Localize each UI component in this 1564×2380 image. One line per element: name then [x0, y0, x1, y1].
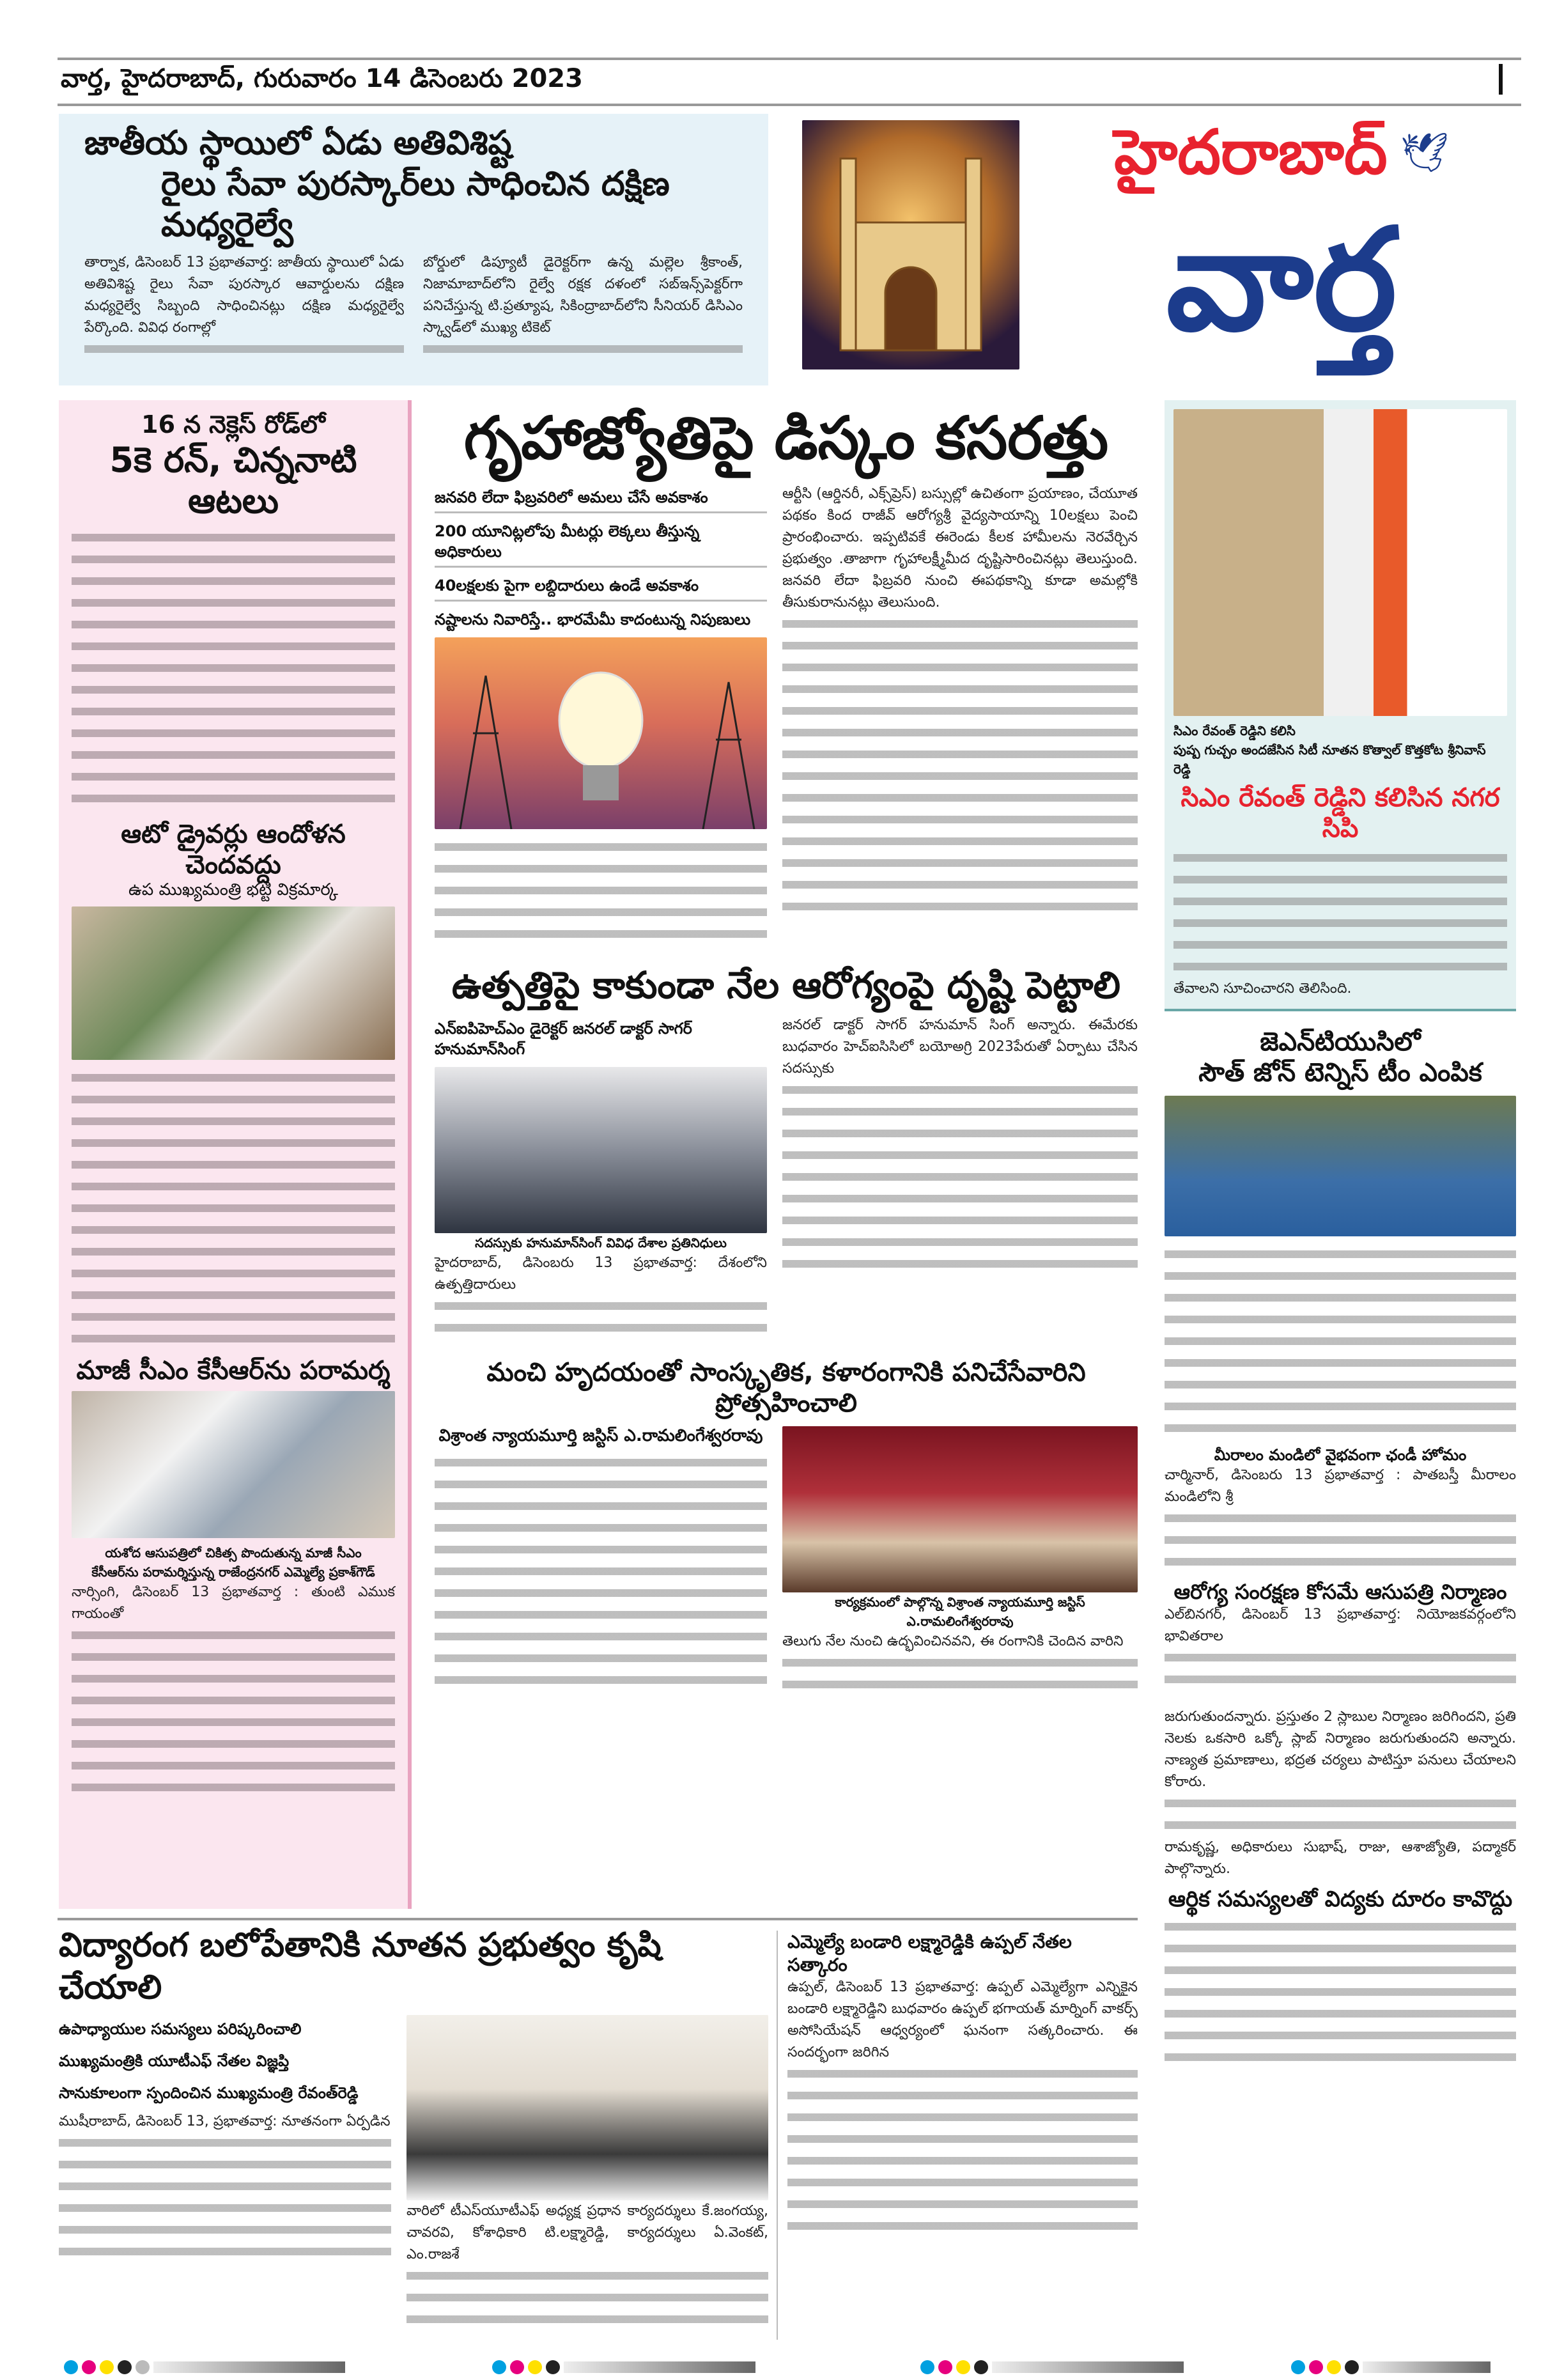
railway-headline-2: రైలు సేవా పురస్కార్‌లు సాధించిన దక్షిణ మధ్యరైల్వే [161, 165, 670, 244]
cp-body-end: తేవాలని సూచించారని తెలిసింది. [1173, 981, 1352, 997]
hospital-body: ఎల్‌బినగర్, డిసెంబర్ 13 ప్రభాతవార్త: నియోజకవర్గంలోని భావితరాల [1165, 1606, 1516, 1645]
soil-body: జనరల్ డాక్టర్ సాగర్ హనుమాన్ సింగ్ అన్నారు. ఈమేరకు బుధవారం హెచ్‌ఐసిసిలో బయోఅగ్రి 2023పేరుతో ఏర్పాటు చేసిన సదస్సుకు [782, 1016, 1138, 1077]
masthead-name: వార్త [1166, 198, 1397, 362]
education-body-2: వారిలో టీఎస్‌యూటీఎఫ్ అధ్యక్ష ప్రధాన కార్యదర్శులు కే.జంగయ్య, చావరవి, కోశాధికారి టి.లక్ష్మారెడ్డి, కార్యదర్శులు ఏ.వెంకట్, ఎం.రాజశే [406, 2203, 768, 2262]
right-column [1165, 400, 1516, 2069]
hospital-headline: ఆరోగ్య సంరక్షణ కోసమే ఆసుపత్రి నిర్మాణం [1173, 1579, 1507, 1604]
hospital-body-2: జరుగుతుందన్నారు. ప్రస్తుతం 2 స్లాబుల నిర్మాణం జరిగిందని, ప్రతి నెలకు ఒకసారి ఒక్కో స్లాబ్ నిర్మాణం జరుగుతుందని అన్నారు. నాణ్యత ప్రమాణాలు, భద్రత చర్యలు పాటిస్తూ పనులు చేయాలని కోరారు. [1165, 1709, 1516, 1791]
color-registration-bar [920, 2359, 1184, 2376]
kcr-body-rest [72, 1625, 395, 1799]
education-sub-1: ఉపాధ్యాయుల సమస్యలు పరిష్కరించాలి [59, 2020, 302, 2038]
header-rule [58, 104, 1521, 106]
lead-sub-2: 200 యూనిట్లలోపు మీటర్లు లెక్కలు తీస్తున్న అధికారులు [435, 517, 767, 568]
soil-body-rest [782, 1080, 1138, 1275]
masthead-city: హైదరాబాద్ [1114, 116, 1388, 188]
railway-story [59, 114, 768, 385]
education-photo [406, 2015, 768, 2200]
kcr-body: నార్సింగి, డిసెంబర్ 13 ప్రభాతవార్త : తుంటి ఎముక గాయంతో [72, 1584, 395, 1622]
finance-headline: ఆర్థిక సమస్యలతో విద్యకు దూరం కావొద్దు [1168, 1886, 1513, 1913]
tennis-headline-1: జెఎన్‌టియుసిలో [1260, 1027, 1421, 1057]
charminar-icon [802, 120, 1019, 369]
charminar-photo [802, 120, 1019, 369]
cp-story [1165, 400, 1516, 1011]
lead-body-left [435, 837, 767, 945]
auto-photo [72, 906, 395, 1060]
top-rule [58, 58, 1521, 60]
education-story [59, 1924, 768, 2331]
uppal-headline: ఎమ్మెల్యే బండారి లక్ష్మారెడ్డికి ఉప్పల్ నేతల సత్కారం [787, 1931, 1072, 1975]
lead-story [435, 400, 1138, 945]
hospital-body-end: రామకృష్ణ, అధికారులు సుభాష్, రాజు, ఆశాజ్యోతి, పద్మాకర్ పాల్గొన్నారు. [1165, 1839, 1516, 1878]
cp-headline: సిఎం రేవంత్ రెడ్డిని కలిసిన నగర సిపి [1181, 783, 1500, 843]
kcr-headline: మాజీ సీఎం కేసీఆర్‌ను పరామర్శ [76, 1356, 391, 1386]
uppal-story [787, 1931, 1138, 2237]
cp-caption-2: పుష్ప గుచ్చం అందజేసిన సిటీ నూతన కొత్వాల్ కొత్తకోట శ్రీనివాస్ రెడ్డి [1173, 742, 1486, 777]
culture-body-rest [782, 1653, 1138, 1696]
railway-headline-1: జాతీయ స్థాయిలో ఏడు అతివిశిష్ట [84, 124, 512, 162]
uppal-body: ఉప్పల్, డిసెంబర్ 13 ప్రభాతవార్త: ఉప్పల్ ఎమ్మెల్యేగా ఎన్నికైన బండారి లక్ష్మారెడ్డిని బుధవారం ఉప్పల్ భగాయత్ మార్నింగ్ వాకర్స్ అసోసియేషన్ ఆధ్వర్యంలో ఘనంగా సత్కరించారు. ఈ సందర్భంగా జరిగిన [787, 1979, 1138, 2060]
page-marker [1499, 64, 1503, 95]
soil-caption: సదస్సుకు హనుమాన్‌సింగ్ వివిధ దేశాల ప్రతినిధులు [475, 1234, 727, 1250]
culture-subhead: విశ్రాంత న్యాయమూర్తి జస్టిస్ ఎ.రామలింగేశ్వరరావు [438, 1426, 763, 1445]
education-body-rest [59, 2133, 391, 2263]
color-registration-bar [492, 2359, 755, 2376]
soil-photo [435, 1067, 767, 1233]
chandi-body-rest [1165, 1508, 1516, 1573]
center-column [435, 400, 1138, 1696]
tennis-headline-2: సౌత్ జోన్ టెన్నిస్ టీం ఎంపిక [1198, 1058, 1482, 1087]
lead-sub-1: జనవరి లేదా ఫిబ్రవరిలో అమలు చేసే అవకాశం [435, 483, 767, 513]
railway-body-col2: బోర్డులో డిప్యూటీ డైరెక్టర్‌గా ఉన్న మల్లెల శ్రీకాంత్, నిజామాబాద్‌లోని రైల్వే రక్షక దళంలో సబ్‌ఇన్స్‌పెక్టర్‌గా పనిచేస్తున్న టి.ప్రత్యూష, సికింద్రాబాద్‌లోని సీనియర్ డిసిఎం స్క్వాడ్‌లో ముఖ్య టికెట్ [423, 254, 743, 336]
lead-headline: గృహాజ్యోతిపై డిస్కం కసరత్తు [463, 404, 1109, 472]
education-sub-2: ముఖ్యమంత్రికి యూటీఎఫ్ నేతల విజ్ఞప్తి [59, 2052, 290, 2070]
right-bottom [1165, 1706, 1516, 2069]
soil-headline: ఉత్పత్తిపై కాకుండా నేల ఆరోగ్యంపై దృష్టి పెట్టాలి [451, 963, 1121, 1007]
left-column [59, 400, 412, 1909]
cp-caption-1: సిఎం రేవంత్ రెడ్డిని కలిసి [1173, 723, 1296, 738]
auto-body [72, 1068, 395, 1350]
run-headline-2: 5కె రన్, చిన్ననాటి ఆటలు [109, 439, 357, 522]
culture-caption: కార్యక్రమంలో పాల్గొన్న విశ్రాంత న్యాయమూర్తి జస్టిస్ ఎ.రామలింగేశ్వరరావు [835, 1594, 1085, 1629]
color-registration-bar [64, 2359, 345, 2376]
dove-icon: 🕊 [1400, 130, 1449, 175]
chandi-headline: మీరాలం మండిలో వైభవంగా ఛండీ హోమం [1214, 1446, 1467, 1464]
chandi-body: చార్మినార్, డిసెంబరు 13 ప్రభాతవార్త : పాతబస్తీ మీరాలం మండిలోని శ్రీ [1165, 1466, 1516, 1505]
finance-body [1165, 1917, 1516, 2069]
run-headline-1: 16 న నెక్లెస్ రోడ్‌లో [141, 410, 325, 439]
lead-sub-3: 40లక్షలకు పైగా లబ్దిదారులు ఉండే అవకాశం [435, 572, 767, 602]
cp-photo [1173, 409, 1507, 716]
bulb-photo [435, 637, 767, 829]
soil-body-2: హైదరాబాద్, డిసెంబరు 13 ప్రభాతవార్త: దేశంలోని ఉత్పత్తిదారులు [435, 1254, 767, 1293]
education-body-2-rest [406, 2266, 768, 2331]
right-lower [1165, 1027, 1516, 1691]
lead-sub-4: నష్టాలను నివారిస్తే.. భారమేమీ కాదంటున్న నిపుణులు [435, 611, 751, 628]
soil-subhead: ఎన్‌ఐపిహెచ్‌ఎం డైరెక్టర్ జనరల్ డాక్టర్ సాగర్ హనుమాన్‌సింగ్ [435, 1019, 692, 1058]
lead-body-rest [782, 614, 1138, 918]
kcr-caption-2: కేసీఆర్‌ను పరామర్శిస్తున్న రాజేంద్రనగర్ ఎమ్మెల్యే ప్రకాశ్‌గౌడ్ [91, 1564, 375, 1580]
education-body: ముషీరాబాద్, డిసెంబర్ 13, ప్రభాతవార్త: నూతనంగా ఏర్పడిన [59, 2113, 391, 2129]
culture-headline: మంచి హృదయంతో సాంస్కృతిక, కళారంగానికి పనిచేసేవారిని ప్రోత్సహించాలి [486, 1357, 1086, 1418]
auto-subhead: ఉప ముఖ్యమంత్రి భట్టి విక్రమార్క [128, 880, 338, 900]
auto-headline: ఆటో డ్రైవర్లు ఆందోళన చెందవద్దు [121, 820, 346, 880]
date-line: వార్త, హైదరాబాద్, గురువారం 14 డిసెంబరు 2023 [61, 64, 583, 93]
light-bulb-icon [435, 637, 767, 829]
kcr-caption-1: యశోద ఆసుపత్రిలో చికిత్స పొందుతున్న మాజీ సీఎం [105, 1545, 362, 1561]
tennis-body [1165, 1244, 1516, 1440]
culture-body: తెలుగు నేల నుంచి ఉద్భవించినవని, ఈ రంగానికి చెందిన వారిని [782, 1633, 1124, 1649]
cp-body [1173, 848, 1507, 978]
column-divider [777, 1931, 778, 2340]
color-registration-bar [1291, 2359, 1490, 2376]
bottom-rule [58, 1918, 1138, 1920]
uppal-body-rest [787, 2064, 1138, 2237]
kcr-photo [72, 1391, 395, 1538]
tennis-photo [1165, 1096, 1516, 1236]
run-body [72, 527, 395, 810]
culture-photo [782, 1426, 1138, 1592]
railway-body-col1: తార్నాక, డిసెంబర్ 13 ప్రభాతవార్త: జాతీయ స్థాయిలో ఏడు అతివిశిష్ట రైలు సేవా పురస్కార ఆవార్డులను దక్షిణ మధ్యరైల్వే సిబ్బంది సాధించినట్లు దక్షిణ మధ్యరైల్వే పేర్కొంది. వివిధ రంగాల్లో [84, 254, 404, 336]
culture-body-left [435, 1452, 767, 1692]
culture-story [435, 1357, 1138, 1696]
lead-body: ఆర్టీసి (ఆర్డినరీ, ఎక్స్‌ప్రెస్) బస్సుల్లో ఉచితంగా ప్రయాణం, చేయూత పథకం కింద రాజీవ్ ఆరోగ్యశ్రీ వైద్యసాయాన్ని 10లక్షలు పెంచి ప్రారంభించారు. ఇప్పటివకే ఈరెండు కీలక హామీలను నెరవేర్చిన ప్రభుత్వం .తాజాగా గృహాలక్ష్మీమీద దృష్టిసారించినట్లు తెలుస్తుంది. జనవరి లేదా ఫిబ్రవరి నుంచి ఈపథకాన్ని కూడా అమల్లోకి తీసుకురానునట్లు తెలుసుంది. [782, 486, 1138, 611]
education-sub-3: సానుకూలంగా స్పందించిన ముఖ్యమంత్రి రేవంత్‌రెడ్డి [59, 2084, 359, 2102]
hospital-body-rest [1165, 1647, 1516, 1691]
soil-story [435, 963, 1138, 1339]
hospital-body-2-rest [1165, 1793, 1516, 1837]
masthead [796, 114, 1524, 389]
education-headline: విద్యారంగ బలోపేతానికి నూతన ప్రభుత్వం కృషి చేయాలి [59, 1926, 662, 2007]
soil-body-2-rest [435, 1296, 767, 1339]
